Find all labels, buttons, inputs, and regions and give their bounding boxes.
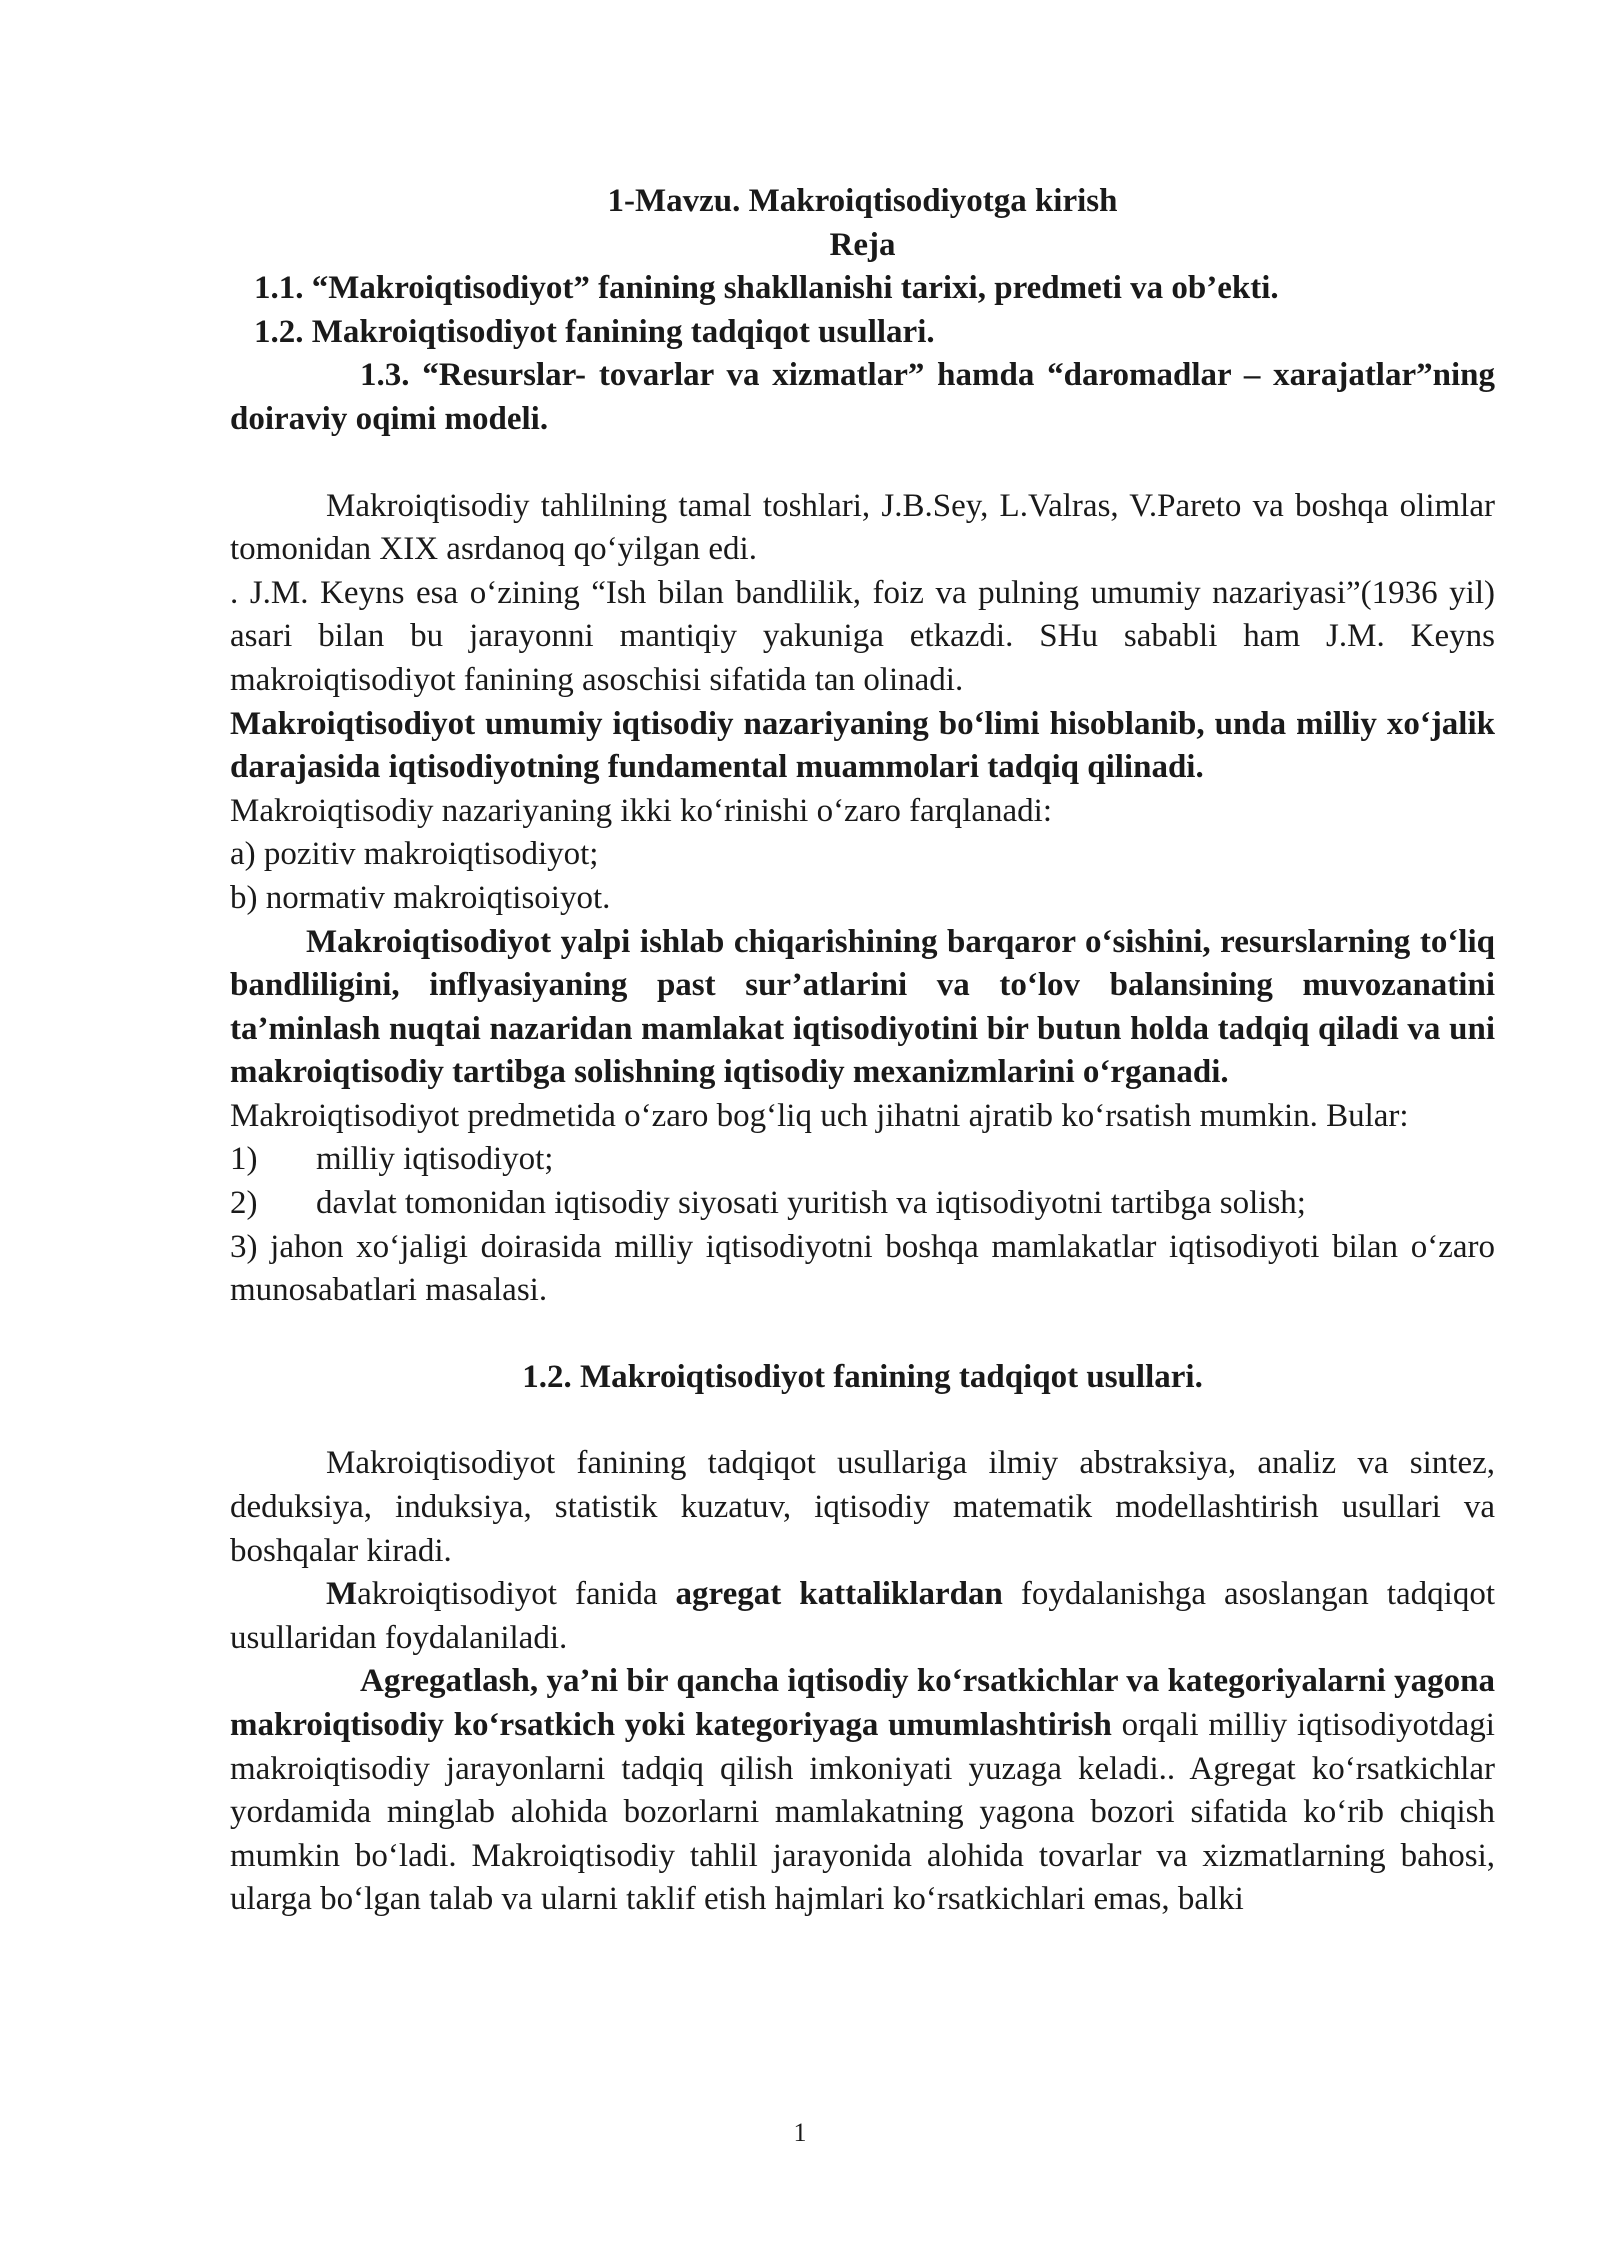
plan-item: 1.3. “Resurslar- tovarlar va xizmatlar” hamda “daromadlar – xarajatlar”ning doiraviy oqimi modeli. [230, 357, 1495, 437]
paragraph: . J.M. Keyns esa oʻzining “Ish bilan bandlilik, foiz va pulning umumiy nazariyasi”(1936 yil) asari bilan bu jarayonni mantiqiy yakuniga etkazdi. SHu sababli ham J.M. Keyns makroiqtisodiyot fanining asoschisi sifatida tan olinadi. [230, 574, 1495, 698]
text-run: orqali milliy iqtisodiyotdagi makroiqtisodiy jarayonlarni tadqiq qilish imkoniyati yuzaga keladi.. Agregat koʻrsatkichlar yordamida minglab alohida bozorlarni mamlakatning yagona bozori sifatida koʻrib chiqish mumkin boʻladi. Makroiqtisodiy tahlil jarayonida alohida tovarlar va xizmatlarning bahosi, ularga boʻlgan talab va ularni taklif etish hajmlari koʻrsatkichlari emas, balki [230, 1707, 1495, 1918]
paragraph: Makroiqtisodiyot fanining tadqiqot usullariga ilmiy abstraksiya, analiz va sintez, deduksiya, induksiya, statistik kuzatuv, iqtisodiy matematik modellashtirish usullari va boshqalar kiradi. [230, 1445, 1495, 1569]
paragraph: Makroiqtisodiy nazariyaning ikki koʻrinishi oʻzaro farqlanadi: [230, 792, 1053, 829]
paragraph: Makroiqtisodiy tahlilning tamal toshlari, J.B.Sey, L.Valras, V.Pareto va boshqa olimlar tomonidan XIX asrdanoq qoʻyilgan edi. [230, 487, 1495, 568]
bold-initial: M [326, 1576, 358, 1613]
bold-term: Agregatlash, ya’ni bir qancha iqtisodiy koʻrsatkichlar va kategoriyalarni yagona makroiqtisodiy koʻrsatkich yoki kategoriyaga umumlashtirish [230, 1663, 1495, 1743]
plan-item: 1.2. Makroiqtisodiyot fanining tadqiqot usullari. [254, 313, 935, 350]
document-page [230, 180, 1495, 1922]
section-title: 1.2. Makroiqtisodiyot fanining tadqiqot usullari. [522, 1358, 1203, 1395]
plan-item: 1.1. “Makroiqtisodiyot” fanining shakllanishi tarixi, predmeti va ob’ekti. [254, 270, 1279, 307]
list-item: 3) jahon xoʻjaligi doirasida milliy iqtisodiyotni boshqa mamlakatlar iqtisodiyoti bilan oʻzaro munosabatlari masalasi. [230, 1228, 1495, 1309]
list-item: a) pozitiv makroiqtisodiyot; [230, 836, 599, 873]
list-item: b) normativ makroiqtisoiyot. [230, 879, 611, 916]
text-run: foydalanishga asoslangan tadqiqot usullaridan foydalaniladi. [230, 1576, 1496, 1656]
list-number: 2) [230, 1185, 258, 1222]
spacer [230, 1399, 1495, 1442]
document-title: 1-Mavzu. Makroiqtisodiyotga kirish [607, 183, 1118, 219]
list-number: 1) [230, 1141, 258, 1178]
plan-label: Reja [829, 226, 896, 263]
list-item [230, 1138, 1495, 1182]
spacer [230, 442, 1495, 485]
page-number: 1 [793, 2118, 807, 2147]
paragraph-bold: Makroiqtisodiyot umumiy iqtisodiy nazariyaning boʻlimi hisoblanib, unda milliy xoʻjalik darajasida iqtisodiyotning fundamental muammolari tadqiq qilinadi. [230, 705, 1495, 786]
paragraph-bold: Makroiqtisodiyot yalpi ishlab chiqarishining barqaror oʻsishini, resurslarning toʻliq bandliligini, inflyasiyaning past sur’atlarini va toʻlov balansining muvozanatini ta’minlash nuqtai nazaridan mamlakat iqtisodiyotini bir butun holda tadqiq qiladi va uni makroiqtisodiy tartibga solishning iqtisodiy mexanizmlarini oʻrganadi. [230, 923, 1495, 1091]
text-run: akroiqtisodiyot fanida [357, 1576, 676, 1613]
paragraph [230, 1573, 1495, 1660]
paragraph: Makroiqtisodiyot predmetida oʻzaro bogʻliq uch jihatni ajratib koʻrsatish mumkin. Bular: [230, 1097, 1409, 1134]
spacer [230, 1313, 1495, 1356]
paragraph [230, 1660, 1495, 1922]
bold-term: agregat kattaliklardan [675, 1576, 1003, 1613]
list-item [230, 1182, 1495, 1226]
list-text: milliy iqtisodiyot; [316, 1141, 554, 1178]
list-text: davlat tomonidan iqtisodiy siyosati yuritish va iqtisodiyotni tartibga solish; [316, 1185, 1306, 1222]
